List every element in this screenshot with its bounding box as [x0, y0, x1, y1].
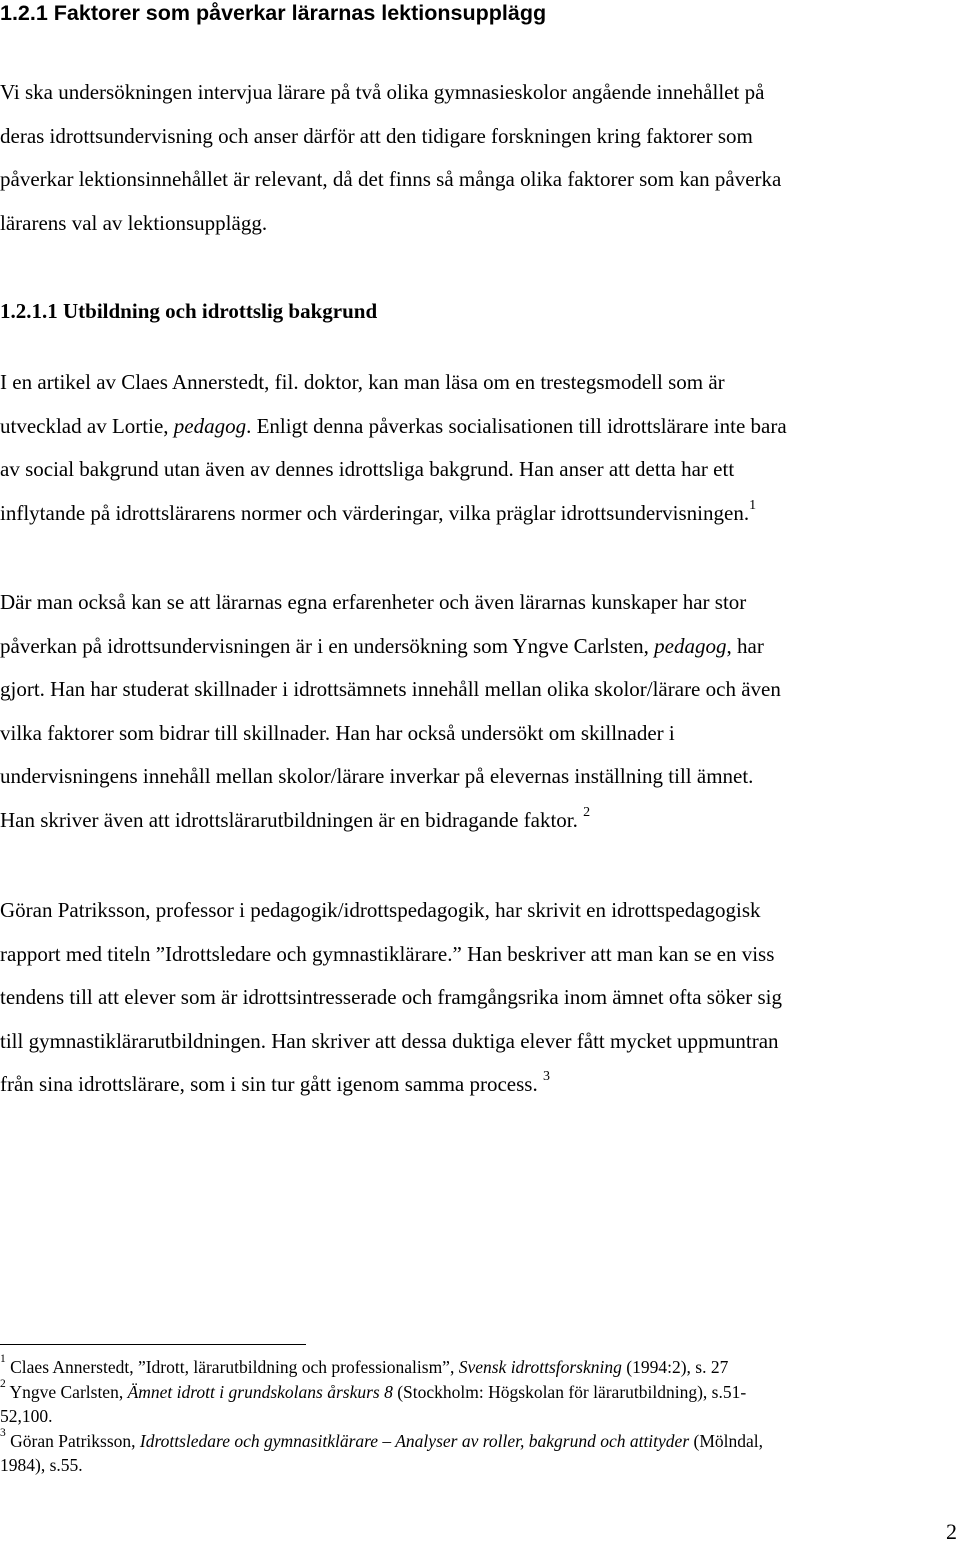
text-run: (Stockholm: Högskolan för lärarutbildning), s.51- — [392, 1381, 747, 1402]
text-run: från sina idrottslärare, som i sin tur gått igenom samma process. — [0, 1072, 538, 1097]
footnote-number: 3 — [0, 1426, 6, 1439]
paragraph-line: undervisningens innehåll mellan skolor/lärare inverkar på elevernas inställning till ämnet. — [0, 764, 754, 789]
paragraph-line — [0, 1063, 958, 1107]
footnote-2 — [0, 1377, 958, 1429]
footnote-reference[interactable]: 1 — [749, 497, 757, 513]
paragraph-patriksson — [0, 889, 958, 1107]
footnote-separator — [0, 1344, 306, 1345]
italic-text: Ämnet idrott i grundskolans årskurs 8 — [127, 1381, 393, 1402]
italic-text: pedagog — [654, 633, 727, 658]
footnote-line — [0, 1377, 958, 1405]
paragraph-line — [0, 799, 958, 843]
paragraph-line: lärarens val av lektionsupplägg. — [0, 210, 268, 235]
footnote-line — [0, 1426, 958, 1454]
footnote-number: 1 — [0, 1353, 6, 1366]
paragraph-line: av social bakgrund utan även av dennes idrottsliga bakgrund. Han anser att detta har ett — [0, 457, 735, 482]
paragraph-line: till gymnastiklärarutbildningen. Han skriver att dessa duktiga elever fått mycket uppmuntran — [0, 1028, 779, 1053]
text-run: (1994:2), s. 27 — [621, 1357, 729, 1377]
text-run: , har — [726, 633, 764, 658]
paragraph-line: rapport med titeln ”Idrottsledare och gymnastiklärare.” Han beskriver att man kan se en viss — [0, 941, 775, 966]
paragraph-line: Göran Patriksson, professor i pedagogik/idrottspedagogik, har skrivit en idrottspedagogisk — [0, 898, 761, 922]
text-run: Claes Annerstedt, ”Idrott, lärarutbildning och professionalism”, — [5, 1357, 459, 1377]
paragraph-line: deras idrottsundervisning och anser därför att den tidigare forskningen kring faktorer som — [0, 123, 753, 148]
text-run: Yngve Carlsten, — [5, 1381, 128, 1402]
footnote-reference[interactable]: 2 — [583, 804, 591, 820]
text-run: utvecklad av Lortie, — [0, 413, 174, 438]
footnote-reference[interactable]: 3 — [542, 1069, 550, 1085]
paragraph-line — [0, 405, 958, 449]
paragraph-carlsten — [0, 581, 958, 843]
footnote-line: 52,100. — [0, 1406, 53, 1426]
paragraph-line: vilka faktorer som bidrar till skillnader. Han har också undersökt om skillnader i — [0, 720, 675, 745]
paragraph-intro — [0, 71, 958, 245]
footnotes — [0, 1355, 958, 1478]
paragraph-line: gjort. Han har studerat skillnader i idrottsämnets innehåll mellan olika skolor/lärare och även — [0, 677, 781, 702]
paragraph-line: tendens till att elever som är idrottsintresserade och framgångsrika inom ämnet ofta söker sig — [0, 985, 783, 1010]
footnote-number: 2 — [0, 1377, 6, 1390]
paragraph-line — [0, 492, 958, 536]
italic-text: Idrottsledare och gymnasitklärare – Analyser av roller, bakgrund och attityder — [139, 1430, 690, 1451]
text-run: Han skriver även att idrottslärarutbildningen är en bidragande faktor. — [0, 807, 578, 832]
paragraph-line: påverkar lektionsinnehållet är relevant, då det finns så många olika faktorer som kan påverka — [0, 167, 782, 192]
text-run: Göran Patriksson, — [5, 1430, 140, 1451]
text-run: påverkan på idrottsundervisningen är i en undersökning som Yngve Carlsten, — [0, 633, 655, 658]
paragraph-line: Vi ska undersökningen intervjua lärare på två olika gymnasieskolor angående innehållet på — [0, 80, 765, 104]
paragraph-line: I en artikel av Claes Annerstedt, fil. doktor, kan man läsa om en trestegsmodell som är — [0, 370, 725, 394]
footnote-line: 1984), s.55. — [0, 1455, 83, 1475]
footnote-1 — [0, 1355, 958, 1380]
text-run: inflytande på idrottslärarens normer och värderingar, vilka präglar idrottsundervisningen. — [0, 500, 750, 525]
section-heading: 1.2.1 Faktorer som påverkar lärarnas lektionsupplägg — [0, 1, 547, 25]
text-run: . Enligt denna påverkas socialisationen till idrottslärare inte bara — [246, 413, 787, 438]
footnote-3 — [0, 1426, 958, 1478]
footnote-line — [0, 1355, 958, 1380]
italic-text: Svensk idrottsforskning — [458, 1357, 622, 1377]
text-run: (Mölndal, — [689, 1430, 764, 1451]
paragraph-line: Där man också kan se att lärarnas egna erfarenheter och även lärarnas kunskaper har stor — [0, 590, 747, 614]
paragraph-line — [0, 625, 958, 669]
paragraph-annerstedt — [0, 361, 958, 535]
subsection-heading: 1.2.1.1 Utbildning och idrottslig bakgrund — [0, 299, 378, 323]
italic-text: pedagog — [173, 413, 247, 438]
page-number: 2 — [946, 1519, 957, 1544]
